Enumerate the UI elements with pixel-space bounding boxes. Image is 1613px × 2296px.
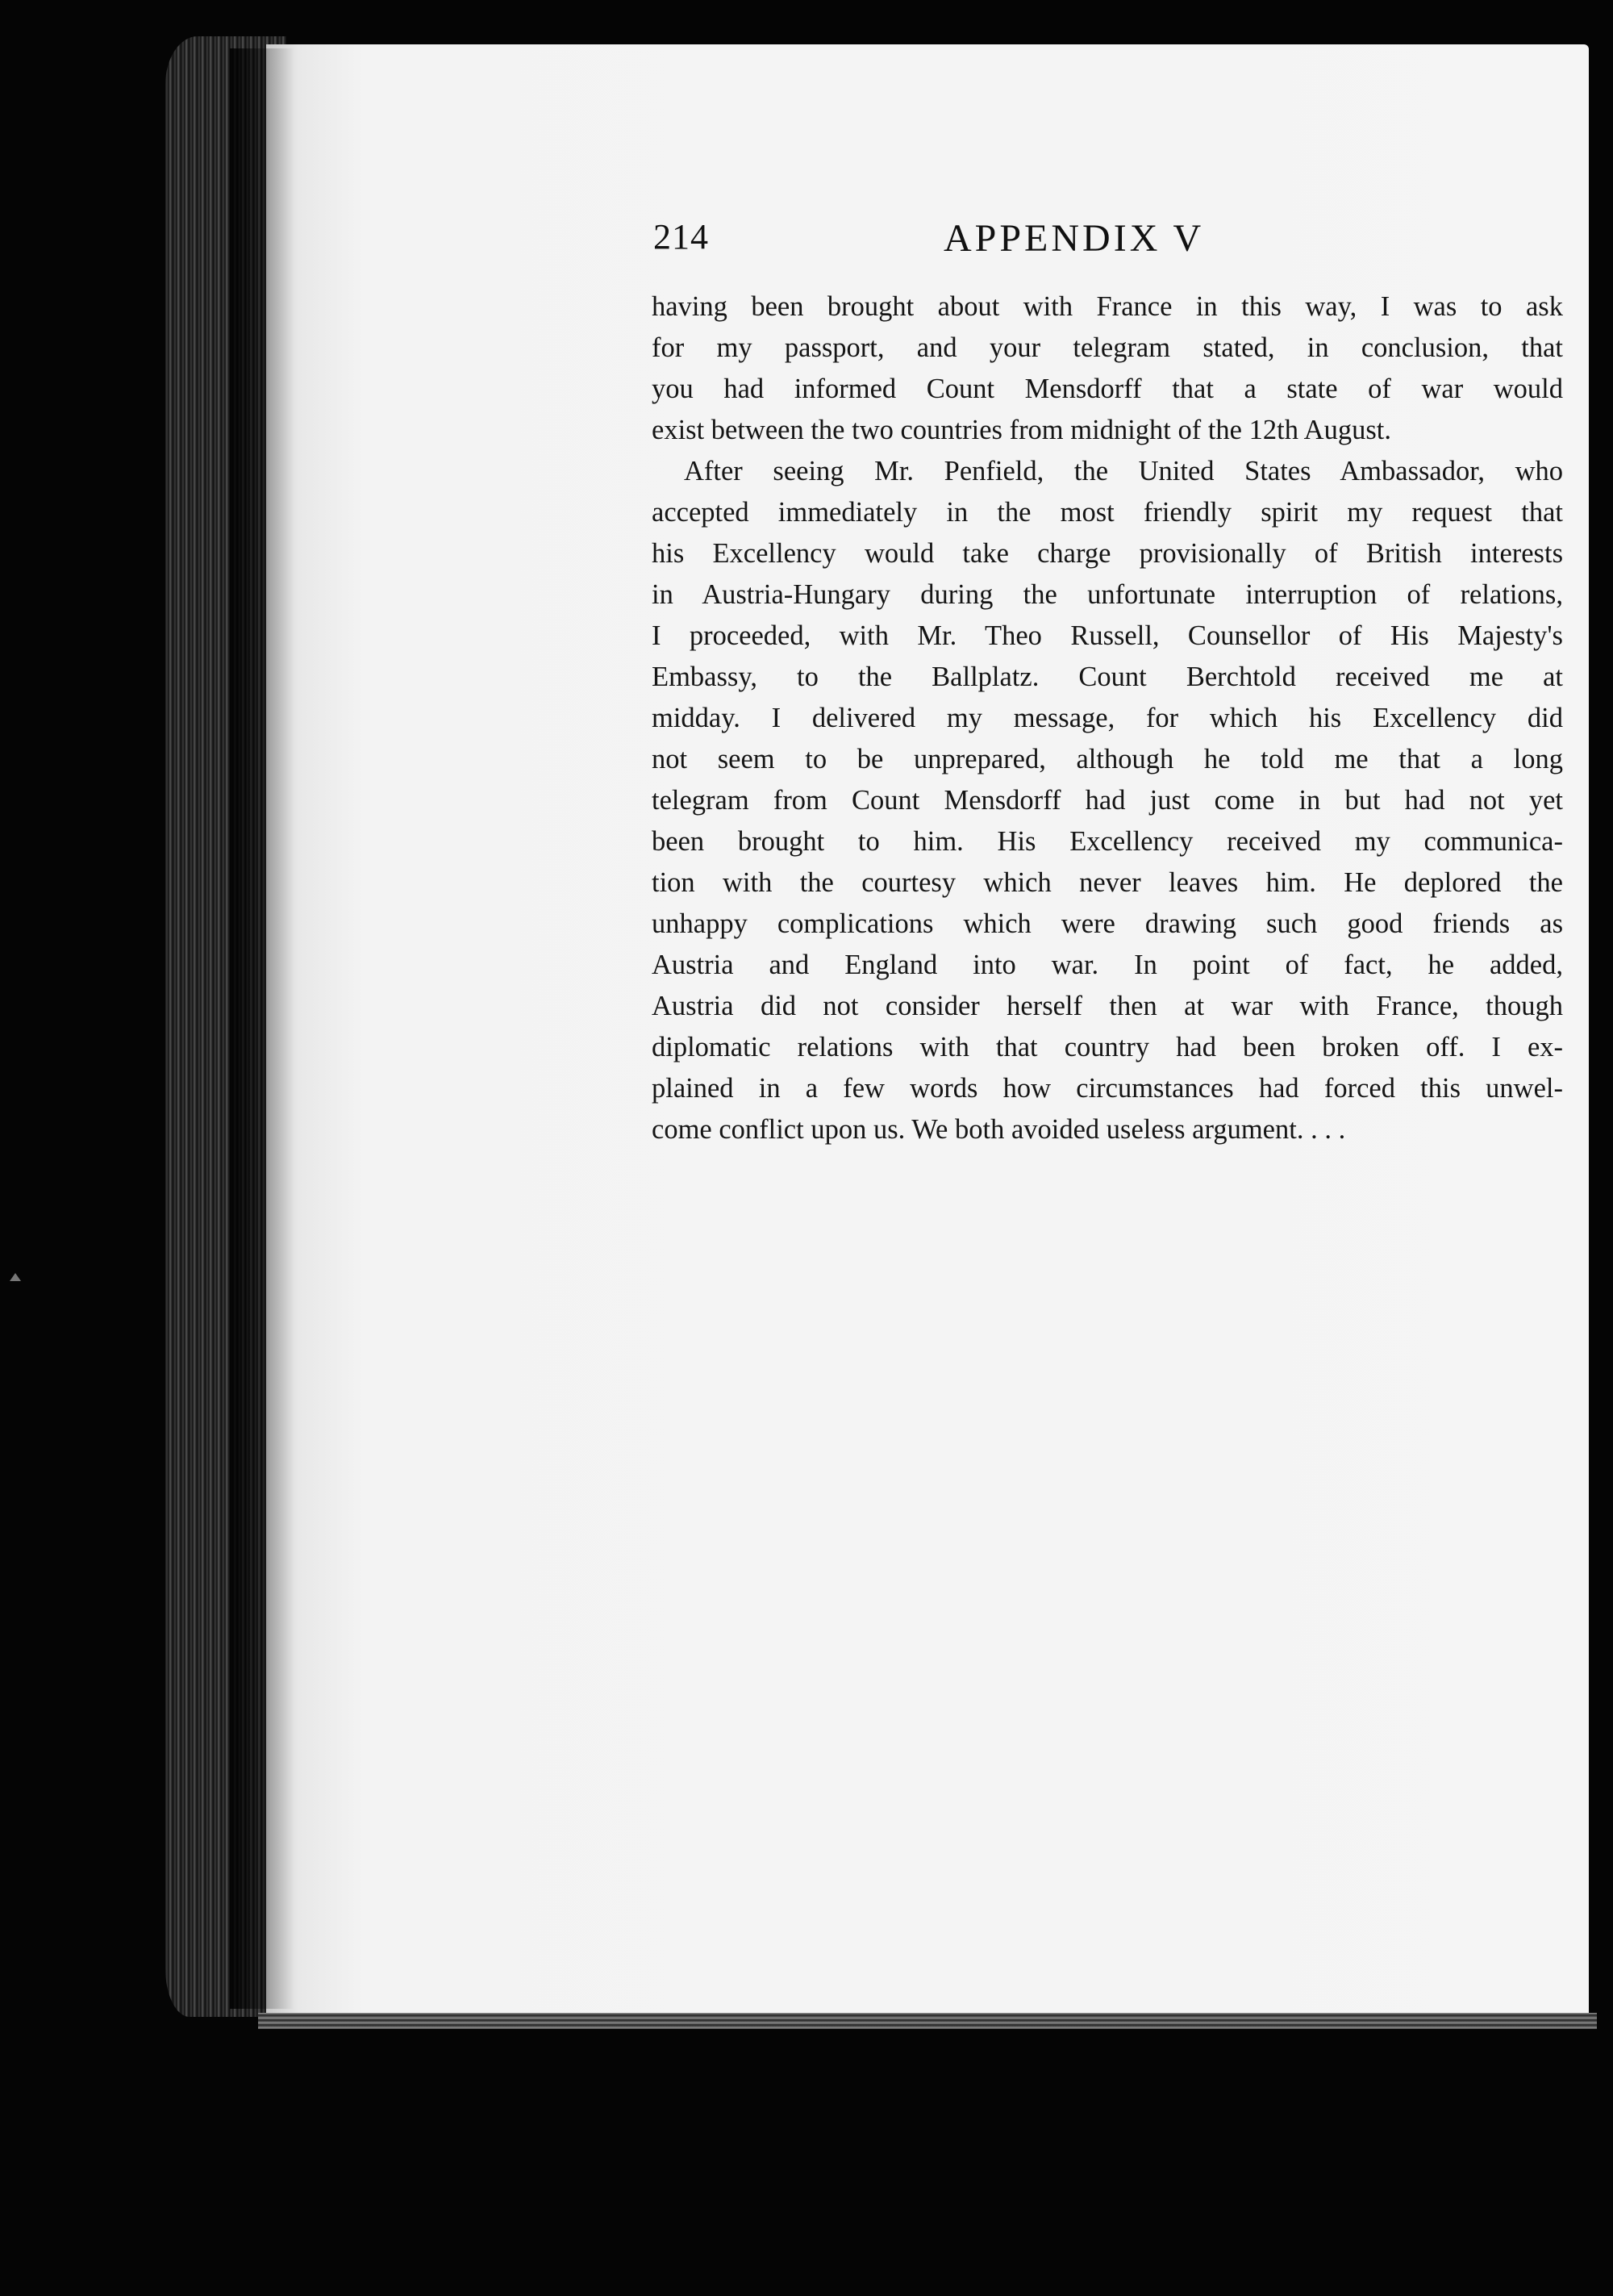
text-line: I proceeded, with Mr. Theo Russell, Counsellor of His Majesty's — [652, 620, 1563, 651]
text-line: Austria did not consider herself then at war with France, though — [652, 991, 1563, 1021]
text-line: unhappy complications which were drawing such good friends as — [652, 908, 1563, 939]
text-line: telegram from Count Mensdorff had just come in but had not yet — [652, 785, 1563, 816]
page-header — [653, 216, 1573, 273]
text-line: not seem to be unprepared, although he told me that a long — [652, 744, 1563, 774]
text-line: Embassy, to the Ballplatz. Count Berchtold received me at — [652, 662, 1563, 692]
text-line: been brought to him. His Excellency received my communica- — [652, 826, 1563, 857]
text-line: having been brought about with France in this way, I was to ask — [652, 291, 1563, 322]
text-line: tion with the courtesy which never leaves him. He deplored the — [652, 867, 1563, 898]
text-line: for my passport, and your telegram stated, in conclusion, that — [652, 332, 1563, 363]
page-bottom-edge — [258, 2013, 1597, 2029]
text-line: come conflict upon us. We both avoided useless argument. . . . — [652, 1114, 1346, 1145]
spine-shadow — [230, 48, 294, 2009]
page-number: 214 — [653, 217, 709, 257]
text-line: After seeing Mr. Penfield, the United States Ambassador, who — [684, 456, 1563, 486]
text-line: plained in a few words how circumstances had forced this unwel- — [652, 1073, 1563, 1104]
text-line: in Austria-Hungary during the unfortunate interruption of relations, — [652, 579, 1563, 610]
text-line: diplomatic relations with that country had been broken off. I ex- — [652, 1032, 1563, 1062]
running-head: APPENDIX V — [944, 217, 1205, 260]
text-line: you had informed Count Mensdorff that a state of war would — [652, 374, 1563, 404]
text-line: exist between the two countries from midnight of the 12th August. — [652, 415, 1391, 445]
body-text — [652, 286, 1563, 1150]
text-line: accepted immediately in the most friendly spirit my request that — [652, 497, 1563, 528]
text-line: midday. I delivered my message, for which his Excellency did — [652, 703, 1563, 733]
text-line: his Excellency would take charge provisionally of British interests — [652, 538, 1563, 569]
text-line: Austria and England into war. In point of fact, he added, — [652, 950, 1563, 980]
